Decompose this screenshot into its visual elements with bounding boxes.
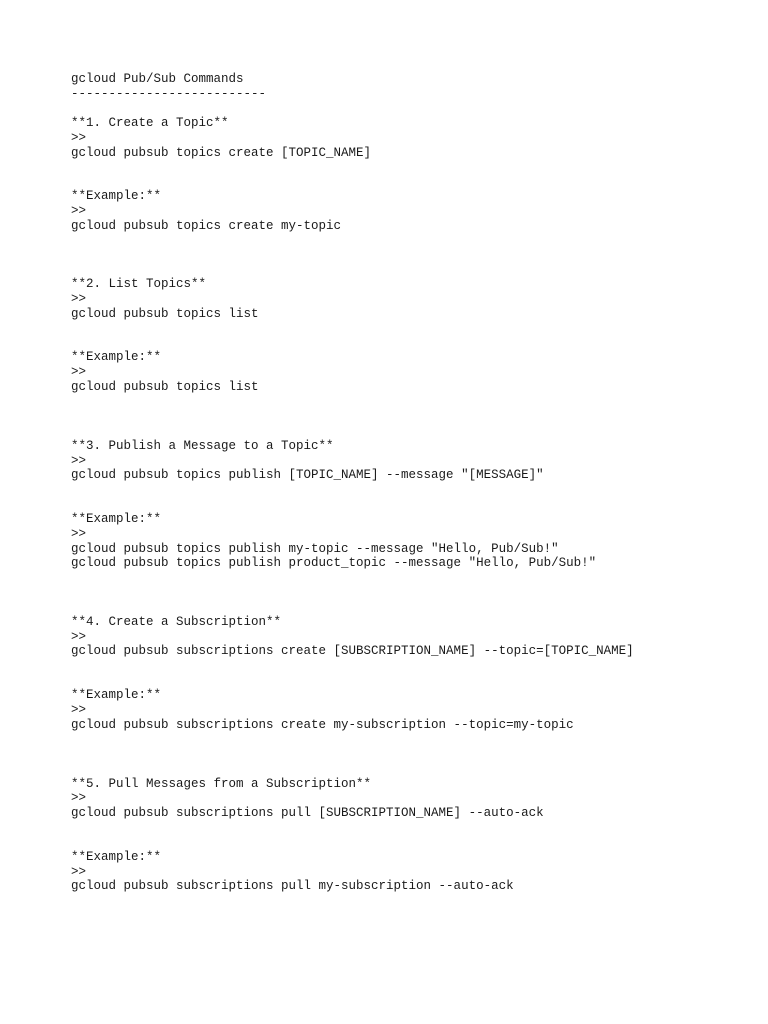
section-4-example-heading: **Example:** xyxy=(71,688,162,702)
section-3-example-heading: **Example:** xyxy=(71,512,162,526)
section-1-command: gcloud pubsub topics create [TOPIC_NAME] xyxy=(71,146,372,160)
section-2-example-heading: **Example:** xyxy=(71,350,162,364)
section-4-example-command: gcloud pubsub subscriptions create my-subscription --topic=my-topic xyxy=(71,718,574,732)
section-2-prompt: >> xyxy=(71,292,87,306)
section-1-example-command: gcloud pubsub topics create my-topic xyxy=(71,219,342,233)
section-3-prompt: >> xyxy=(71,454,87,468)
section-5-command: gcloud pubsub subscriptions pull [SUBSCRIPTION_NAME] --auto-ack xyxy=(71,806,544,820)
section-2-example-prompt: >> xyxy=(71,365,87,379)
title-underline: -------------------------- xyxy=(71,87,267,101)
section-3-example-command-1: gcloud pubsub topics publish my-topic --message "Hello, Pub/Sub!" xyxy=(71,542,559,556)
section-3-command: gcloud pubsub topics publish [TOPIC_NAME] --message "[MESSAGE]" xyxy=(71,468,544,482)
section-1-example-prompt: >> xyxy=(71,204,87,218)
section-4-heading: **4. Create a Subscription** xyxy=(71,615,282,629)
section-2-heading: **2. List Topics** xyxy=(71,277,207,291)
section-4-prompt: >> xyxy=(71,630,87,644)
section-5-heading: **5. Pull Messages from a Subscription** xyxy=(71,777,372,791)
section-3-example-prompt: >> xyxy=(71,527,87,541)
document-page xyxy=(71,0,751,893)
document-title: gcloud Pub/Sub Commands xyxy=(71,72,244,86)
section-4-example-prompt: >> xyxy=(71,703,87,717)
section-5-example-command: gcloud pubsub subscriptions pull my-subscription --auto-ack xyxy=(71,879,514,893)
section-2-command: gcloud pubsub topics list xyxy=(71,307,259,321)
section-5-example-prompt: >> xyxy=(71,865,87,879)
section-3-heading: **3. Publish a Message to a Topic** xyxy=(71,439,334,453)
section-5-example-heading: **Example:** xyxy=(71,850,162,864)
section-1-example-heading: **Example:** xyxy=(71,189,162,203)
section-5-prompt: >> xyxy=(71,791,87,805)
section-3-example-command-2: gcloud pubsub topics publish product_topic --message "Hello, Pub/Sub!" xyxy=(71,556,597,570)
section-4-command: gcloud pubsub subscriptions create [SUBSCRIPTION_NAME] --topic=[TOPIC_NAME] xyxy=(71,644,634,658)
section-1-heading: **1. Create a Topic** xyxy=(71,116,229,130)
section-1-prompt: >> xyxy=(71,131,87,145)
section-2-example-command: gcloud pubsub topics list xyxy=(71,380,259,394)
